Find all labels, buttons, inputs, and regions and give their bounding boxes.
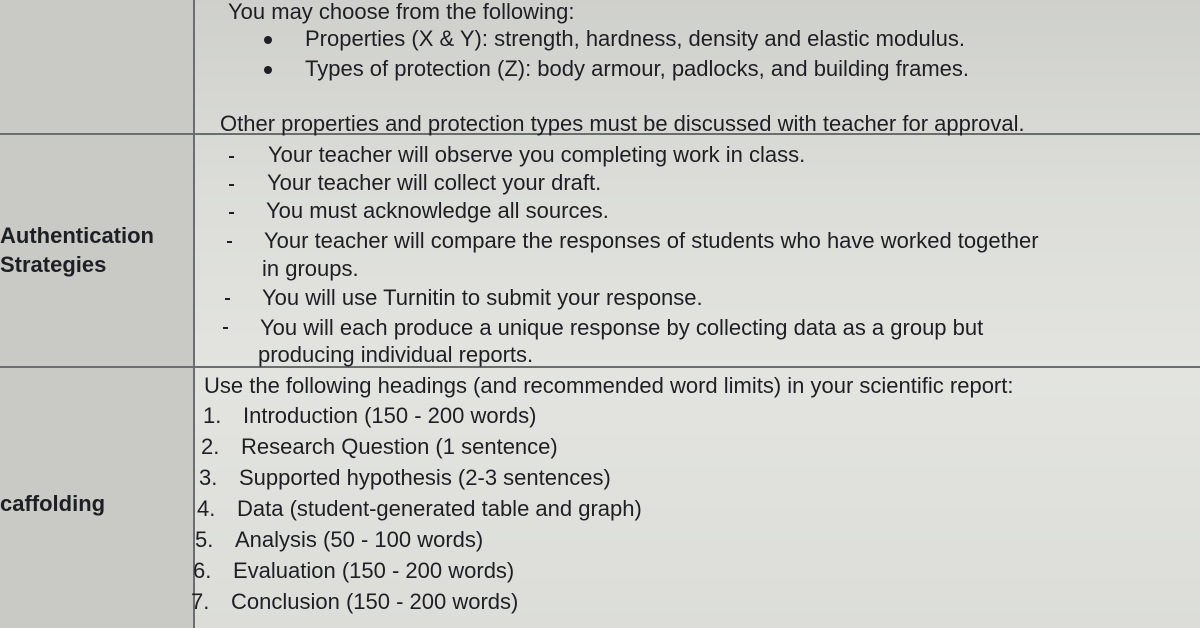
heading-number: 7. <box>191 589 210 614</box>
report-heading: Analysis (50 - 100 words) <box>235 527 484 552</box>
dash-marker <box>225 298 230 300</box>
report-heading: Conclusion (150 - 200 words) <box>231 589 519 614</box>
heading-number: 2. <box>201 434 220 459</box>
authentication-item: You will each produce a unique response by collecting data as a group but <box>260 315 984 340</box>
heading-number: 3. <box>199 465 218 490</box>
report-heading: Introduction (150 - 200 words) <box>243 403 537 428</box>
scaffolding-intro: Use the following headings (and recommended word limits) in your scientific report: <box>204 373 1014 398</box>
report-heading: Research Question (1 sentence) <box>241 434 558 459</box>
report-heading: Evaluation (150 - 200 words) <box>233 558 515 583</box>
protection-types-bullet: Types of protection (Z): body armour, padlocks, and building frames. <box>305 56 969 81</box>
authentication-item-continued: producing individual reports. <box>258 342 534 367</box>
authentication-item: Your teacher will compare the responses of students who have worked together <box>264 228 1039 253</box>
heading-number: 1. <box>203 403 222 428</box>
authentication-item: Your teacher will observe you completing work in class. <box>268 142 806 167</box>
bullet-point <box>264 66 272 74</box>
dash-marker <box>223 327 228 329</box>
authentication-item: Your teacher will collect your draft. <box>267 170 602 195</box>
dash-marker <box>229 184 234 186</box>
properties-bullet: Properties (X & Y): strength, hardness, density and elastic modulus. <box>305 26 965 51</box>
label-column <box>0 0 193 628</box>
choices-intro: You may choose from the following: <box>228 0 575 24</box>
heading-number: 6. <box>193 558 212 583</box>
approval-note: Other properties and protection types must be discussed with teacher for approval. <box>220 111 1025 136</box>
dash-marker <box>229 156 234 158</box>
dash-marker <box>229 212 234 214</box>
dash-marker <box>227 241 232 243</box>
report-heading: Data (student-generated table and graph) <box>237 496 642 521</box>
authentication-label-line2: Strategies <box>0 252 107 277</box>
row-divider-scaffolding <box>0 366 1200 368</box>
authentication-item: You must acknowledge all sources. <box>266 198 609 223</box>
report-heading: Supported hypothesis (2-3 sentences) <box>239 465 611 490</box>
bullet-point <box>264 36 272 44</box>
heading-number: 5. <box>195 527 214 552</box>
authentication-label-line1: Authentication <box>0 223 154 248</box>
heading-number: 4. <box>197 496 216 521</box>
authentication-item: You will use Turnitin to submit your response. <box>262 285 703 310</box>
authentication-item-continued: in groups. <box>262 256 359 281</box>
scaffolding-label: caffolding <box>0 491 106 516</box>
